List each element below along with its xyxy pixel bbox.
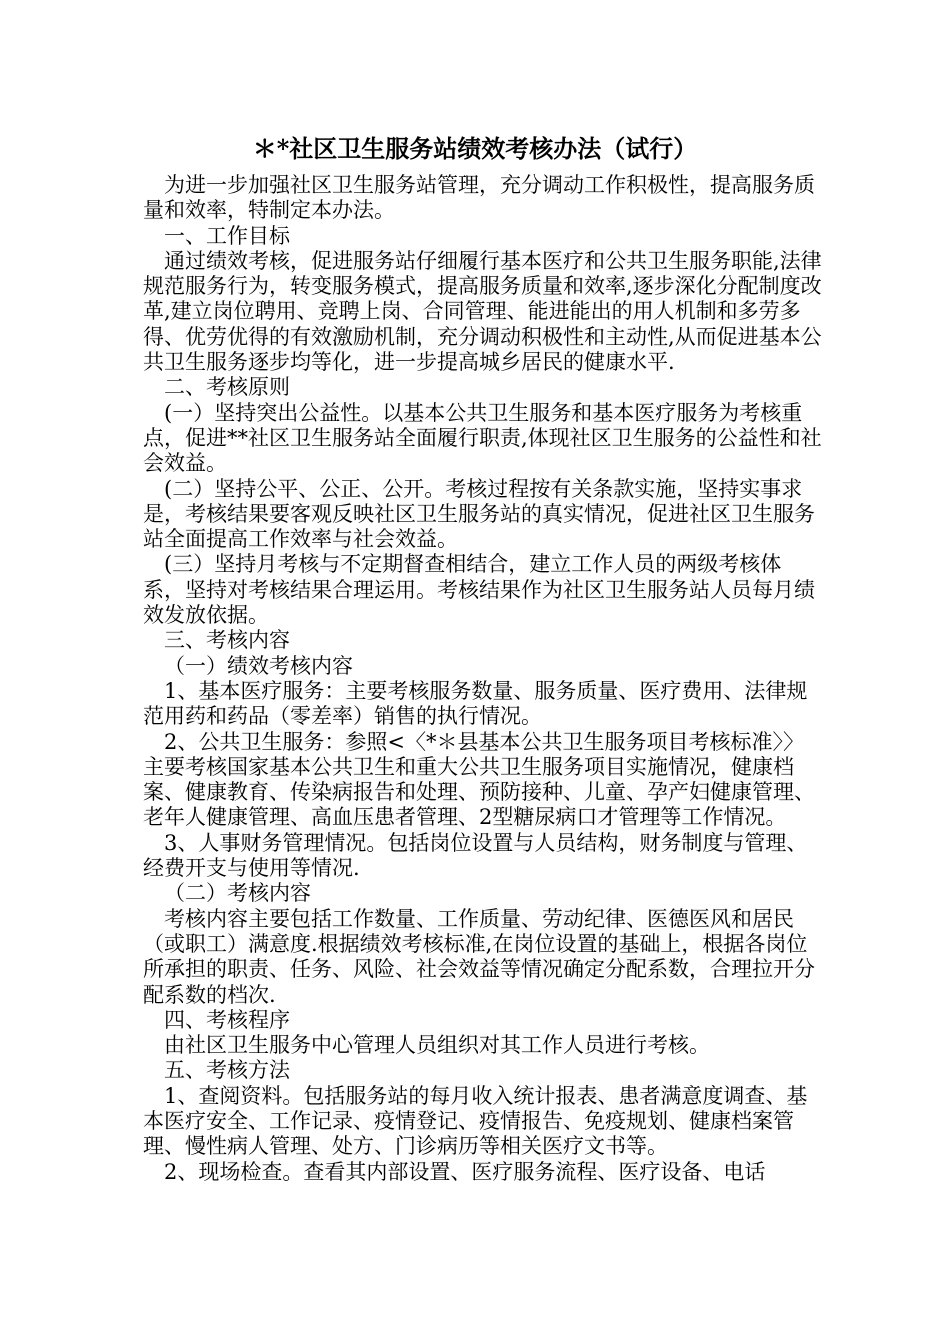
paragraph: 考核内容主要包括工作数量、工作质量、劳动纪律、医德医风和居民（或职工）满意度.根据绩效考核标准,在岗位设置的基础上，根据各岗位所承担的职责、任务、风险、社会效益等情况确定分配系数，合理拉开分配系数的档次. xyxy=(143,906,815,1007)
section-heading: 一、工作目标 xyxy=(164,223,290,248)
paragraph: 通过绩效考核，促进服务站仔细履行基本医疗和公共卫生服务职能,法律规范服务行为，转变服务模式，提高服务质量和效率,逐步深化分配制度改革,建立岗位聘用、竞聘上岗、合同管理、能进能出的用人机制和多劳多得、优劳优得的有效激励机制，充分调动积极性和主动性,从而促进基本公共卫生服务逐步均等化，进一步提高城乡居民的健康水平. xyxy=(143,248,822,375)
paragraph: (一）坚持突出公益性。以基本公共卫生服务和基本医疗服务为考核重点，促进**社区卫生服务站全面履行职责,体现社区卫生服务的公益性和社会效益。 xyxy=(143,400,822,476)
paragraph: 3、人事财务管理情况。包括岗位设置与人员结构，财务制度与管理、经费开支与使用等情况. xyxy=(143,830,808,881)
section-heading: 二、考核原则 xyxy=(164,375,290,400)
paragraph: 1、查阅资料。包括服务站的每月收入统计报表、患者满意度调查、基本医疗安全、工作记录、疫情登记、疫情报告、免疫规划、健康档案管理、慢性病人管理、处方、门诊病历等相关医疗文书等。 xyxy=(143,1083,808,1159)
intro-paragraph: 为进一步加强社区卫生服务站管理，充分调动工作积极性，提高服务质量和效率，特制定本办法。 xyxy=(143,173,815,223)
paragraph: 由社区卫生服务中心管理人员组织对其工作人员进行考核。 xyxy=(164,1033,710,1058)
paragraph: 1、基本医疗服务：主要考核服务数量、服务质量、医疗费用、法律规范用药和药品（零差率）销售的执行情况。 xyxy=(143,678,808,729)
paragraph: 2、公共卫生服务：参照<〈*＊县基本公共卫生服务项目考核标准〉〉主要考核国家基本公共卫生和重大公共卫生服务项目实施情况，健康档案、健康教育、传染病报告和处理、预防接种、儿童、孕产妇健康管理、老年人健康管理、高血压患者管理、2型糖尿病口才管理等工作情况。 xyxy=(143,729,815,830)
document-title: ＊*社区卫生服务站绩效考核办法（试行） xyxy=(252,134,698,163)
paragraph: (二）坚持公平、公正、公开。考核过程按有关条款实施，坚持实事求是，考核结果要客观反映社区卫生服务站的真实情况，促进社区卫生服务站全面提高工作效率与社会效益。 xyxy=(143,476,815,552)
section-heading: 三、考核内容 xyxy=(164,628,290,653)
subsection-heading: （二）考核内容 xyxy=(164,881,311,906)
document-body xyxy=(143,173,823,1185)
section-heading: 五、考核方法 xyxy=(164,1058,290,1083)
subsection-heading: （一）绩效考核内容 xyxy=(164,653,353,678)
section-heading: 四、考核程序 xyxy=(164,1007,290,1032)
paragraph: (三）坚持月考核与不定期督查相结合，建立工作人员的两级考核体系，坚持对考核结果合理运用。考核结果作为社区卫生服务站人员每月绩效发放依据。 xyxy=(143,552,815,628)
paragraph: 2、现场检查。查看其内部设置、医疗服务流程、医疗设备、电话 xyxy=(164,1159,766,1184)
